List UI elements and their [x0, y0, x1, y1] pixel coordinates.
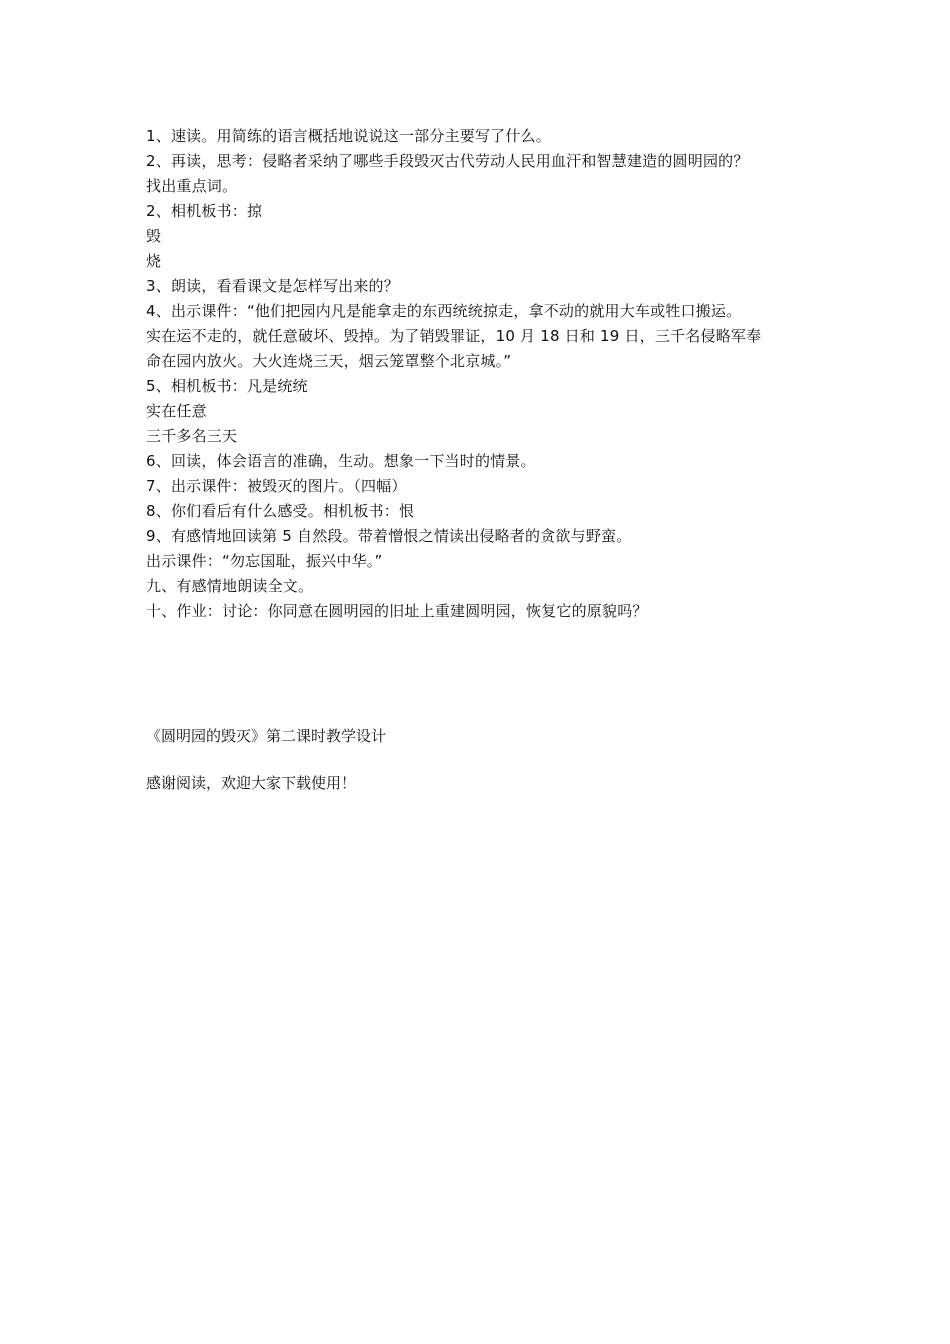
text-line: 实在运不走的，就任意破坏、毁掉。为了销毁罪证，10 月 18 日和 19 日，三千名侵略军奉 [146, 327, 762, 345]
text-line: 2、再读，思考：侵略者采纳了哪些手段毁灭古代劳动人民用血汗和智慧建造的圆明园的？ [146, 152, 749, 170]
footer-title: 《圆明园的毁灭》第二课时教学设计 [146, 727, 387, 745]
text-line: 实在任意 [146, 402, 207, 420]
text-line: 找出重点词。 [146, 177, 238, 195]
lesson-body [146, 124, 826, 624]
text-line: 出示课件：“勿忘国耻，振兴中华。” [146, 552, 383, 570]
text-line: 8、你们看后有什么感受。相机板书：恨 [146, 502, 415, 520]
text-line: 7、出示课件：被毁灭的图片。（四幅） [146, 477, 407, 495]
text-line: 三千多名三天 [146, 427, 238, 445]
text-line: 命在园内放火。大火连烧三天，烟云笼罩整个北京城。” [146, 352, 512, 370]
footer-block [146, 724, 826, 796]
text-line: 9、有感情地回读第 5 自然段。带着憎恨之情读出侵略者的贪欲与野蛮。 [146, 527, 632, 545]
text-line: 6、回读，体会语言的准确，生动。想象一下当时的情景。 [146, 452, 536, 470]
text-line: 1、速读。用简练的语言概括地说说这一部分主要写了什么。 [146, 127, 551, 145]
text-line: 4、出示课件：“他们把园内凡是能拿走的东西统统掠走，拿不动的就用大车或牲口搬运。 [146, 302, 742, 320]
text-line: 3、朗读，看看课文是怎样写出来的？ [146, 277, 399, 295]
text-line: 5、相机板书：凡是统统 [146, 377, 308, 395]
text-line: 九、有感情地朗读全文。 [146, 577, 314, 595]
text-line: 烧 [146, 252, 162, 270]
text-line: 十、作业：讨论：你同意在圆明园的旧址上重建圆明园，恢复它的原貌吗？ [146, 602, 648, 620]
text-line: 毁 [146, 227, 162, 245]
text-line: 2、相机板书：掠 [146, 202, 263, 220]
footer-thanks: 感谢阅读，欢迎大家下载使用！ [146, 774, 357, 792]
